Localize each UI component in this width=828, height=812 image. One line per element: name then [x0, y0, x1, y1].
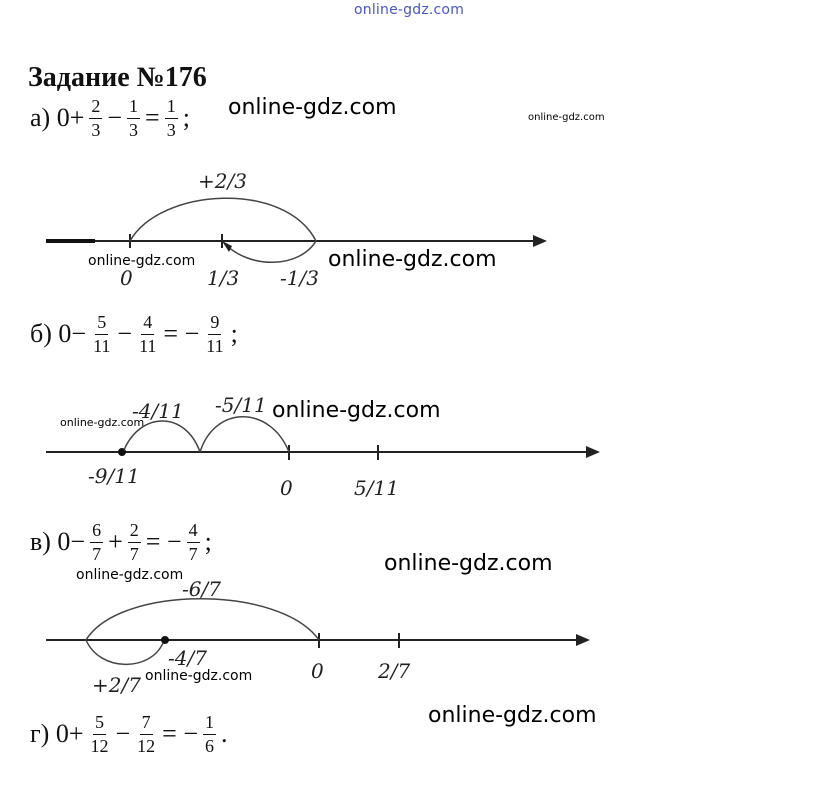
equation-b-prefix: б) 0− [30, 319, 87, 349]
denominator: 11 [93, 335, 111, 356]
watermark: online-gdz.com [528, 112, 605, 123]
denominator: 6 [205, 735, 214, 756]
jump-arc-minus [86, 599, 319, 640]
watermark: online-gdz.com [228, 95, 397, 120]
numerator: 1 [203, 712, 216, 735]
point-minus-4-7 [161, 636, 169, 644]
equation-b [28, 312, 240, 356]
numerator: 1 [165, 96, 178, 119]
numerator: 6 [90, 520, 103, 543]
watermark: online-gdz.com [145, 668, 253, 684]
label-point-0: 0 [311, 659, 324, 683]
fraction [135, 712, 157, 756]
operator: − [107, 103, 123, 133]
watermark: online-gdz.com [328, 247, 497, 272]
numerator: 9 [208, 312, 221, 335]
denominator: 3 [166, 119, 176, 140]
top-watermark: online-gdz.com [354, 2, 465, 18]
point-minus-9-11 [118, 448, 126, 456]
label-point-1-3: 1/3 [207, 266, 240, 290]
label-point-0: 0 [120, 266, 133, 290]
watermark: online-gdz.com [60, 416, 145, 429]
numerator: 4 [141, 312, 154, 335]
label-jump-c1: -6/7 [182, 577, 221, 601]
numerator: 5 [95, 312, 108, 335]
denominator: 12 [90, 735, 109, 756]
fraction [127, 96, 140, 140]
numerator: 2 [128, 520, 141, 543]
operator: + [108, 527, 123, 557]
denominator: 3 [91, 119, 101, 140]
denominator: 12 [137, 735, 156, 756]
fraction [165, 96, 178, 140]
equation-c-prefix: в) 0− [30, 527, 86, 557]
jump-arc-plus [130, 198, 316, 241]
numerator: 4 [187, 520, 200, 543]
fraction [89, 712, 111, 756]
denominator: 7 [92, 543, 102, 564]
denominator: 3 [129, 119, 139, 140]
fraction [137, 312, 158, 356]
numerator: 7 [140, 712, 153, 735]
terminator: . [221, 719, 228, 749]
denominator: 11 [139, 335, 157, 356]
equation-a-prefix: а) 0+ [30, 103, 85, 133]
terminator: ; [204, 527, 212, 557]
operator: − [115, 719, 131, 749]
fraction [91, 312, 112, 356]
label-point-5-11: 5/11 [354, 476, 399, 500]
operator: − [117, 319, 133, 349]
arc-arrowhead [222, 241, 232, 252]
watermark: online-gdz.com [272, 398, 441, 423]
equation-d [28, 712, 230, 756]
jump-arc-minus [224, 241, 316, 262]
equals-sign: = − [163, 319, 200, 349]
watermark: online-gdz.com [428, 703, 597, 728]
axis-arrowhead [576, 634, 590, 646]
fraction [187, 520, 200, 564]
label-point-2-7: 2/7 [378, 659, 411, 683]
equation-c [28, 520, 214, 564]
denominator: 11 [206, 335, 224, 356]
fraction [90, 520, 103, 564]
numerator: 1 [127, 96, 140, 119]
numerator: 2 [89, 96, 102, 119]
fraction [128, 520, 141, 564]
label-point-minus-4-7: -4/7 [168, 646, 207, 670]
denominator: 7 [188, 543, 198, 564]
numerator: 5 [93, 712, 106, 735]
label-point-0: 0 [280, 476, 293, 500]
axis-arrowhead [533, 235, 547, 247]
equation-d-prefix: г) 0+ [30, 719, 84, 749]
label-jump-a1: +2/3 [198, 169, 247, 193]
terminator: ; [230, 319, 238, 349]
watermark: online-gdz.com [76, 567, 184, 583]
equals-sign: = − [145, 527, 182, 557]
jump-arc-plus [86, 640, 163, 664]
equation-a [28, 96, 192, 140]
label-point-minus-1-3: -1/3 [280, 266, 319, 290]
task-title: Задание №176 [28, 62, 207, 93]
fraction [203, 712, 216, 756]
label-jump-b2: -5/11 [215, 393, 267, 417]
equals-sign: = − [162, 719, 198, 749]
denominator: 7 [129, 543, 139, 564]
equals-sign: = [145, 103, 160, 133]
label-jump-b1: -4/11 [132, 399, 184, 423]
fraction [89, 96, 102, 140]
watermark: online-gdz.com [88, 253, 196, 269]
axis-arrowhead [586, 446, 600, 458]
terminator: ; [182, 103, 190, 133]
label-jump-c2: +2/7 [92, 673, 141, 697]
label-point-minus-9-11: -9/11 [88, 464, 140, 488]
fraction [204, 312, 225, 356]
watermark: online-gdz.com [384, 551, 553, 576]
